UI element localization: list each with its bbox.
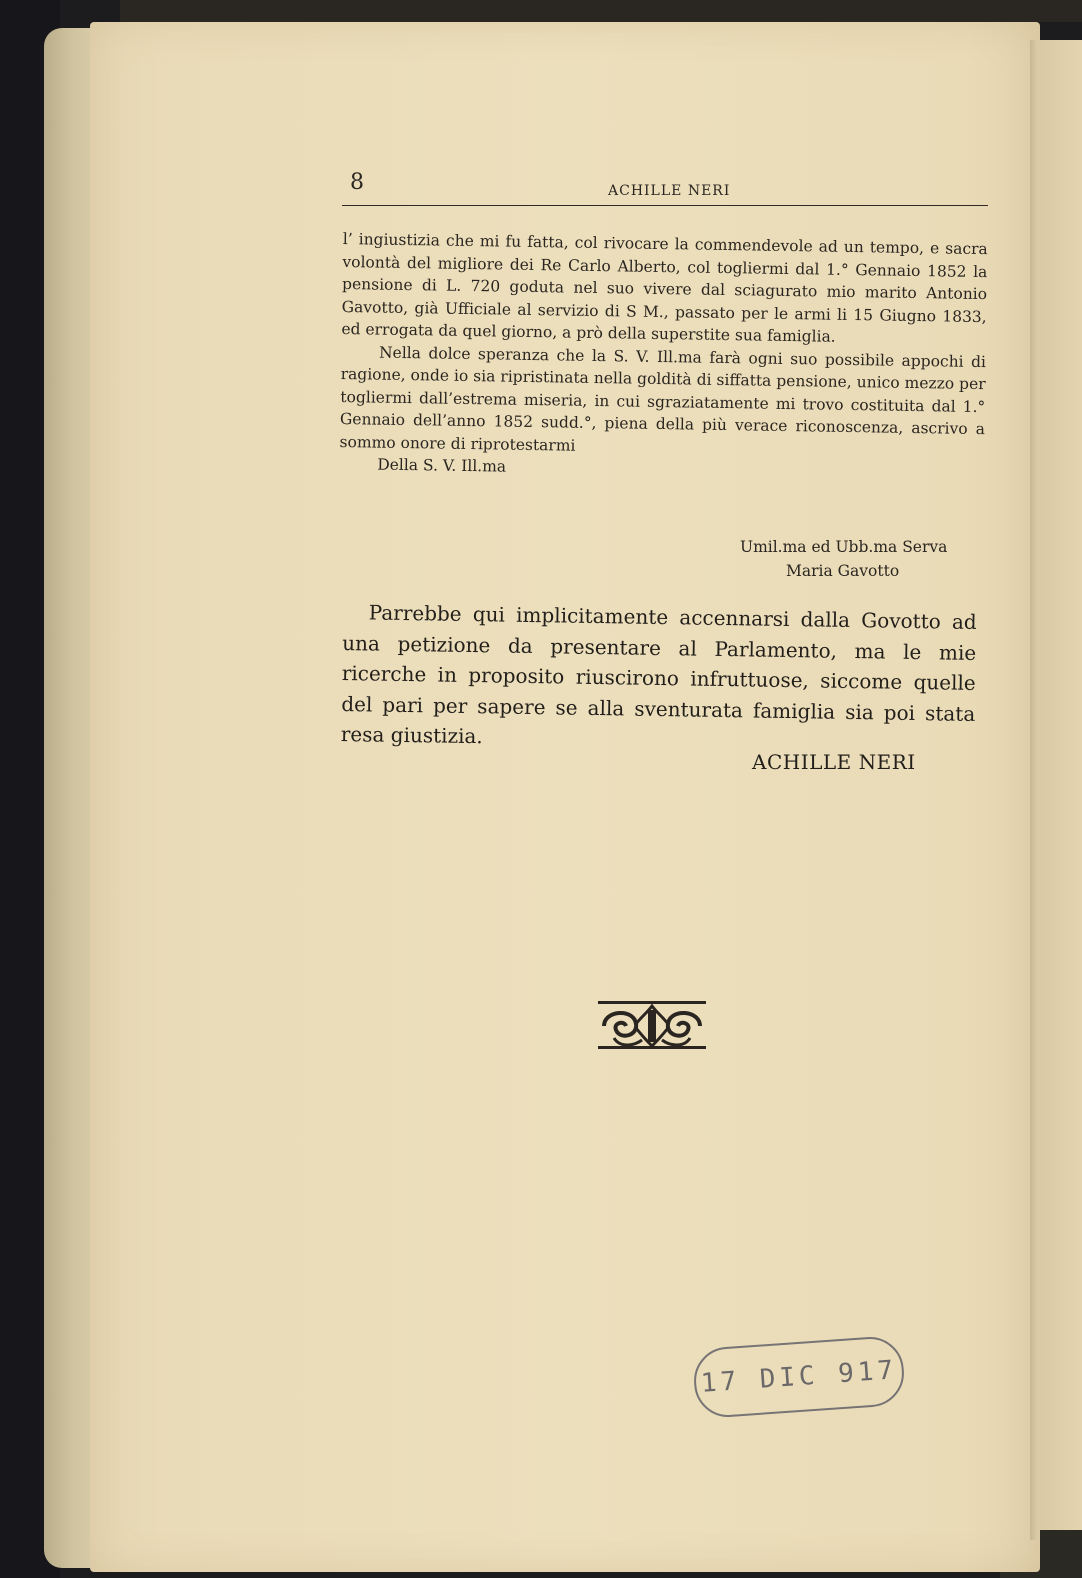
letter-paragraph: Nella dolce speranza che la S. V. Ill.ma farà ogni suo possibile appochi di ragione, onde io sia ripristinata nella goldità di siffatta pensione, unico mezzo per togliermi dall’estrema miseria, in cui sgraziatamente mi trovo costituita dal 1.° Gennaio dell’anno 1852 sudd.°, piena della più verace riconoscenza, ascrivo a sommo onore di riprotestarmi — [339, 343, 987, 455]
scan-top-edge — [120, 0, 1082, 22]
author-signature: ACHILLE NERI — [752, 750, 916, 774]
letter-paragraph: l’ ingiustizia che mi fu fatta, col rivocare la commendevole ad un tempo, e sacra volontà del migliore dei Re Carlo Alberto, col togliermi dal 1.° Gennaio 1852 la pensione di L. 720 goduta nel suo vivere dal sciagurato mio marito Antonio Gavotto, già Ufficiale al servizio di S M., passato per le armi li 15 Giugno 1833, ed errogata da quel giorno, a prò della superstite sua famiglia. — [341, 229, 988, 346]
letter-text — [339, 228, 988, 486]
library-date-stamp — [692, 1335, 906, 1419]
signature-name: Maria Gavotto — [786, 562, 900, 580]
signature-block — [740, 535, 947, 583]
signature-line: Umil.ma ed Ubb.ma Serva — [740, 538, 948, 556]
letter-salutation: Della S. V. Ill.ma — [377, 455, 507, 476]
facing-page-edge — [1036, 40, 1082, 1540]
header-rule — [342, 205, 988, 206]
book-gutter — [1030, 40, 1038, 1540]
scroll-ornament-icon — [594, 996, 710, 1054]
running-title: ACHILLE NERI — [608, 183, 731, 199]
author-note: Parrebbe qui implicitamente accennarsi dalla Govotto ad una petizione da presentare al Parlamento, ma le mie ricerche in proposito riuscirono infruttuose, siccome quelle del pari per sapere se alla sventurata famiglia sia poi stata resa giustizia. — [340, 600, 977, 749]
stamp-text: 17 DIC 917 — [699, 1355, 899, 1399]
page-number: 8 — [350, 170, 364, 195]
